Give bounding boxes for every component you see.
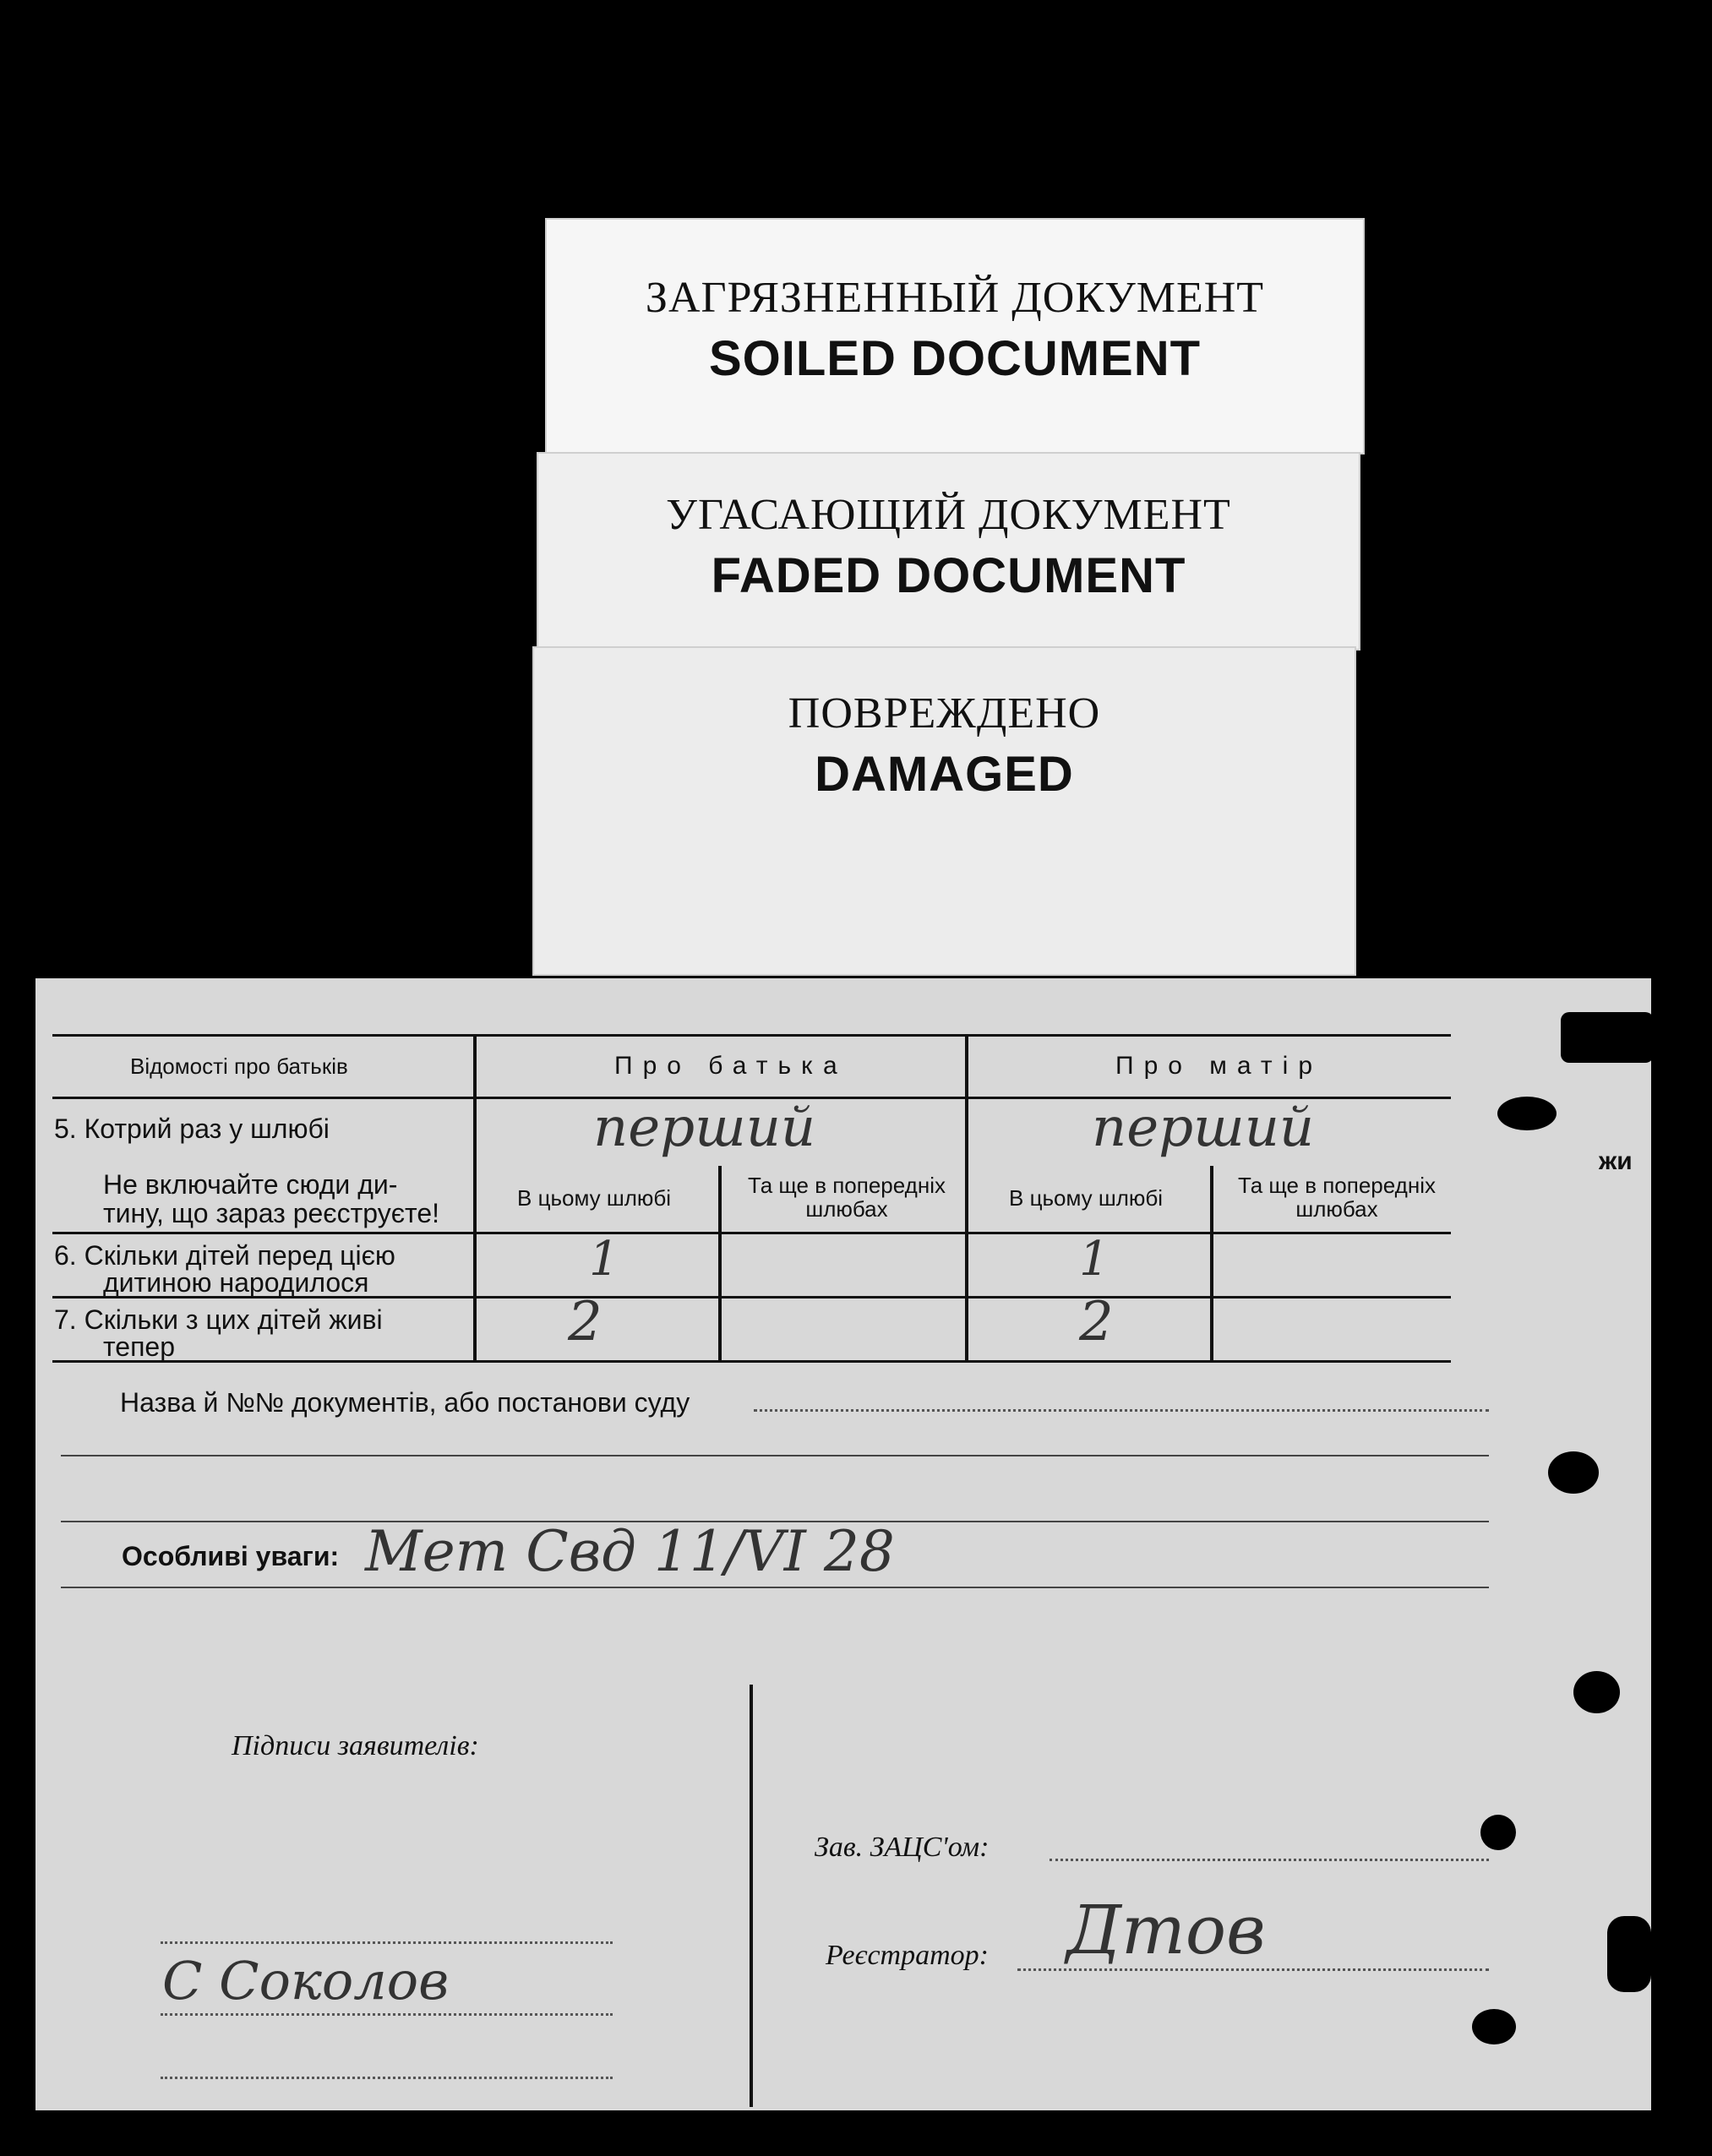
row7-line2: тепер <box>103 1331 176 1362</box>
mother-this-marriage-header: В цьому шлюбі <box>1009 1185 1164 1211</box>
father-previous-header-2: шлюбах <box>805 1196 888 1222</box>
damage-hole <box>1573 1671 1620 1713</box>
head-of-registry-label: Зав. ЗАЦС'ом: <box>815 1832 990 1863</box>
signatures-divider <box>750 1685 753 2107</box>
faded-label-en: FADED DOCUMENT <box>711 548 1186 603</box>
table-top-line <box>52 1034 1451 1037</box>
damage-hole <box>1497 1097 1557 1130</box>
damage-tear <box>1561 1012 1654 1063</box>
applicant-signature-line-2 <box>161 2013 613 2016</box>
header-father: Про батька <box>614 1052 848 1080</box>
registrar-signature: Дтов <box>1066 1891 1266 1969</box>
header-parents-info: Відомості про батьків <box>130 1054 348 1079</box>
row5-father-value: перший <box>593 1097 816 1159</box>
damaged-label-ru: ПОВРЕЖДЕНО <box>788 689 1101 738</box>
row6-line2: дитиною народилося <box>103 1267 369 1298</box>
applicant-signature-line-3 <box>161 2077 613 2079</box>
row7-father-value: 2 <box>568 1291 602 1353</box>
documents-line-2 <box>61 1455 1489 1456</box>
applicant-signature-line-1 <box>161 1941 613 1944</box>
row7-mother-value: 2 <box>1079 1291 1114 1353</box>
head-of-registry-line <box>1050 1859 1489 1861</box>
special-notes-value: Мет Свд 11/VI 28 <box>365 1519 895 1584</box>
applicant-signature: С Соколов <box>162 1950 450 2012</box>
documents-dotted-line <box>754 1409 1489 1412</box>
father-this-marriage-header: В цьому шлюбі <box>517 1185 672 1211</box>
special-notes-line <box>61 1587 1489 1588</box>
damage-hole <box>1548 1451 1599 1494</box>
row7-line1: 7. Скільки з цих дітей живі <box>54 1304 383 1335</box>
header-mother: Про матір <box>1115 1052 1323 1080</box>
col-divider-2 <box>965 1036 968 1360</box>
damage-tear <box>1607 1916 1651 1992</box>
registrar-label: Реєстратор: <box>826 1940 989 1971</box>
col-divider-1 <box>473 1036 477 1360</box>
note-line1: Не включайте сюди ди- <box>103 1169 398 1200</box>
note-line2: тину, що зараз реєструєте! <box>103 1198 440 1228</box>
father-previous-header-1: Та ще в попередніх <box>748 1173 946 1198</box>
documents-label: Назва й №№ документів, або постанови суду <box>120 1387 690 1418</box>
row5-label: 5. Котрий раз у шлюбі <box>54 1113 330 1144</box>
mother-previous-header-2: шлюбах <box>1295 1196 1378 1222</box>
faded-label-ru: УГАСАЮЩИЙ ДОКУМЕНТ <box>666 491 1231 539</box>
soiled-label-en: SOILED DOCUMENT <box>708 331 1202 386</box>
col-divider-mother-sub <box>1210 1166 1213 1360</box>
damaged-document-label <box>532 646 1356 976</box>
row6-father-value: 1 <box>589 1232 619 1287</box>
col-divider-father-sub <box>718 1166 722 1360</box>
row7-bottom-line <box>52 1360 1451 1363</box>
damage-hole <box>1472 2009 1516 2044</box>
row-note-bottom-line <box>52 1232 1451 1234</box>
row6-mother-value: 1 <box>1079 1232 1110 1287</box>
damaged-label-en: DAMAGED <box>815 747 1074 802</box>
soiled-label-ru: ЗАГРЯЗНЕННЫЙ ДОКУМЕНТ <box>645 274 1265 322</box>
soiled-document-label <box>545 218 1365 455</box>
edge-text-fragment: жи <box>1599 1147 1633 1175</box>
special-notes-label: Особливі уваги: <box>122 1541 340 1571</box>
applicants-signatures-label: Підписи заявителів: <box>232 1730 479 1761</box>
row6-line1: 6. Скільки дітей перед цією <box>54 1240 395 1271</box>
mother-previous-header-1: Та ще в попередніх <box>1238 1173 1436 1198</box>
faded-document-label <box>537 452 1360 651</box>
damage-hole <box>1480 1815 1516 1850</box>
registration-form <box>35 978 1651 2110</box>
row5-mother-value: перший <box>1092 1097 1315 1159</box>
